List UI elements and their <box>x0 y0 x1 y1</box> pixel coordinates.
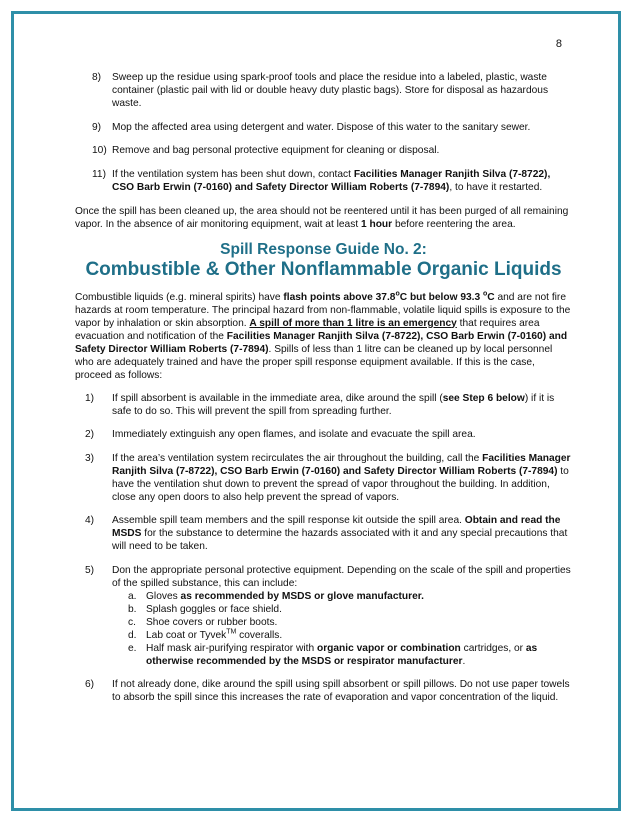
cleanup-steps-list <box>75 71 572 194</box>
sublist-item: a. Gloves as recommended by MSDS or glove manufacturer. <box>128 590 424 602</box>
list-item: 4) Assemble spill team members and the spill response kit outside the spill area. Obtain and read the MSDS for the substance to determine the hazards associated with it and any special precautions that will need to be taken. <box>85 515 568 552</box>
list-item: 10) Remove and bag personal protective equipment for cleaning or disposal. <box>92 145 440 156</box>
list-item: 3) If the area’s ventilation system recirculates the air throughout the building, call the Facilities Manager Ranjith Silva (7-8722), CSO Barb Erwin (7-0160) and Safety Director William Roberts (7-7894) to have the ventilation shut down to prevent the spread of vapor throughout the building. In addition, close any open doors to also help prevent the spread of vapors. <box>85 452 571 503</box>
ppe-sublist <box>112 590 572 668</box>
list-item: 2) Immediately extinguish any open flames, and isolate and evacuate the spill area. <box>85 429 476 440</box>
sublist-item: d. Lab coat or Tyvek™ coveralls. <box>128 628 283 641</box>
sublist-item: e. Half mask air-purifying respirator with organic vapor or combination cartridges, or as otherwise recommended by the MSDS or respirator manufacturer. <box>128 642 538 667</box>
list-item: 5) Don the appropriate personal protective equipment. Depending on the scale of the spill and properties of the spilled substance, this can include: a. Gloves as recommended by MSDS or glove manufacturer. b. Splash goggles or face shield. c. Shoe covers or rubber boots. d. Lab coat or Tyvek™ coveralls. e. Half mask air-purifying respirator with organic vapor or combination cartridges, or as otherwise recommended by the MSDS or respirator manufacturer. <box>85 564 571 667</box>
guide-subtitle: Combustible & Other Nonflammable Organic Liquids <box>85 258 562 280</box>
page-number: 8 <box>555 38 562 50</box>
intro-paragraph: Combustible liquids (e.g. mineral spirits) have flash points above 37.8$^o$C but below 93.3 $^o$C and are not fire hazards at room temperature. The principal hazard from non-flammable, volatile liquid spills is exposure to the vapor by inhalation or skin absorption. A spill of more than 1 litre is an emergency that requires area evacuation and notification of the Facilities Manager Ranjith Silva (7-8722), CSO Barb Erwin (7-0160) and Safety Director William Roberts (7-7894). Spills of less than 1 litre can be cleaned up by local personnel who are adequately trained and have the proper spill response equipment available. If this is the case, proceed as follows: <box>75 290 571 381</box>
list-item: 9) Mop the affected area using detergent and water. Dispose of this water to the sanitary sewer. <box>92 121 531 133</box>
purge-paragraph: Once the spill has been cleaned up, the area should not be reentered until it has been purged of all remaining vapor. In the absence of air monitoring equipment, wait at least 1 hour before reentering the area. <box>75 205 569 230</box>
list-item: 1) If spill absorbent is available in the immediate area, dike around the spill (see Step 6 below) if it is safe to do so. This will prevent the spill from spreading further. <box>85 392 555 417</box>
list-item: 6) If not already done, dike around the spill using spill absorbent or spill pillows. Do not use paper towels to absorb the spill since this increases the rate of evaporation and vapor concentration of the liquid. <box>85 679 570 703</box>
response-steps-list <box>75 392 572 705</box>
document-body <box>75 71 572 715</box>
list-item: 8) Sweep up the residue using spark-proof tools and place the residue into a labeled, plastic, waste container (plastic pail with lid or double heavy duty plastic bags). Store for disposal as hazardous waste. <box>92 72 549 109</box>
sublist-item: c. Shoe covers or rubber boots. <box>128 616 278 628</box>
sublist-item: b. Splash goggles or face shield. <box>128 603 282 615</box>
list-item: 11) If the ventilation system has been shut down, contact Facilities Manager Ranjith Silva (7-8722), CSO Barb Erwin (7-0160) and Safety Director William Roberts (7-7894), to have it restarted. <box>92 168 551 193</box>
guide-title: Spill Response Guide No. 2: <box>220 240 427 258</box>
